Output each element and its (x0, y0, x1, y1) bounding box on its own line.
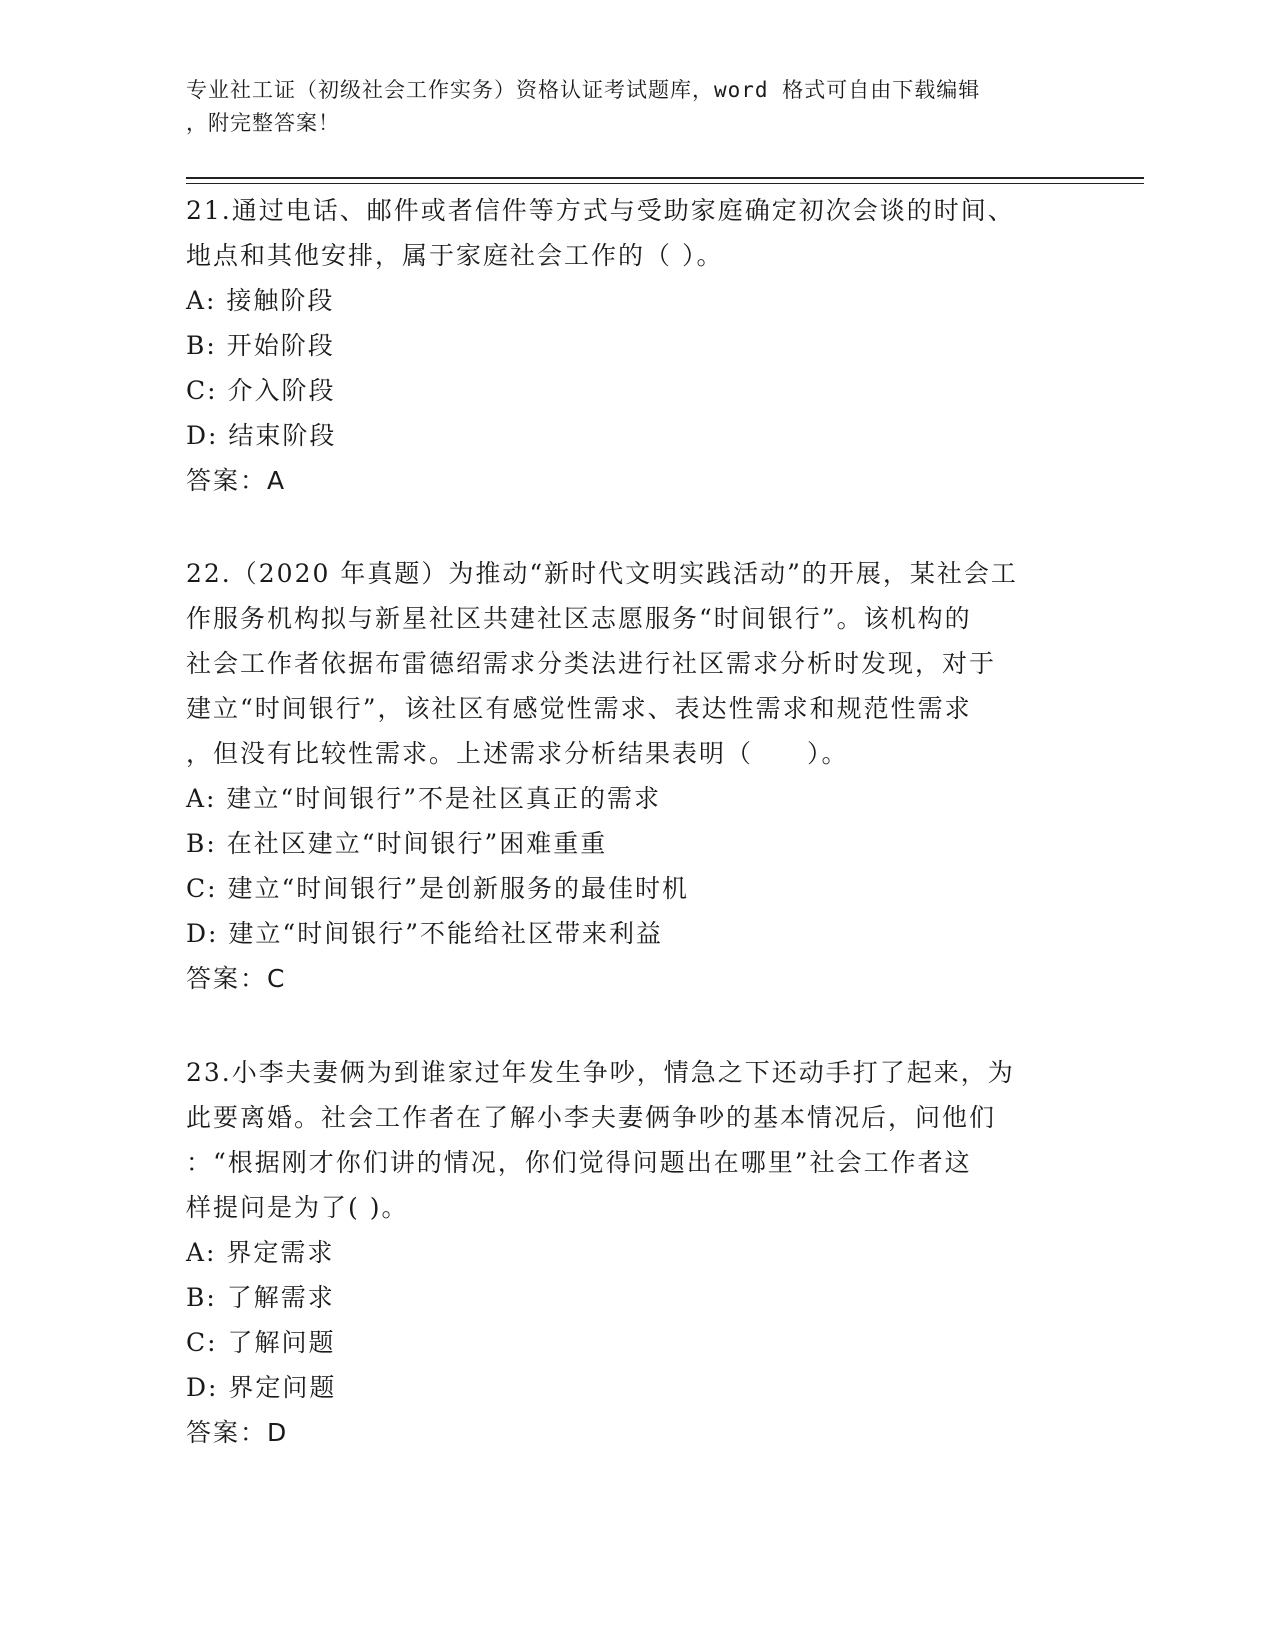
option-a: A: 接触阶段 (186, 286, 335, 315)
answer-line: 答案：D (186, 1418, 289, 1447)
option-c: C: 介入阶段 (186, 376, 336, 405)
question-text-line: 样提问是为了( )。 (186, 1193, 409, 1222)
option-b: B: 在社区建立“时间银行”困难重重 (186, 829, 608, 858)
question-text-line: 社会工作者依据布雷德绍需求分类法进行社区需求分析时发现，对于 (186, 649, 997, 678)
header-divider-thick (186, 177, 1144, 179)
question-text-line: ，但没有比较性需求。上述需求分析结果表明（ ）。 (186, 739, 849, 768)
option-a: A: 界定需求 (186, 1238, 335, 1267)
question-23 (186, 1050, 1086, 1455)
question-text-line: 22.（2020 年真题）为推动“新时代文明实践活动”的开展，某社会工 (186, 559, 1018, 588)
header-line-1: 专业社工证（初级社会工作实务）资格认证考试题库，word 格式可自由下载编辑 (186, 78, 981, 102)
question-text-line: 23.小李夫妻俩为到谁家过年发生争吵，情急之下还动手打了起来，为 (186, 1058, 1015, 1087)
header-line-2: ，附完整答案！ (186, 111, 340, 135)
question-text-line: 此要离婚。社会工作者在了解小李夫妻俩争吵的基本情况后，问他们 (186, 1103, 997, 1132)
option-b: B: 了解需求 (186, 1283, 335, 1312)
question-text-line: 建立“时间银行”，该社区有感觉性需求、表达性需求和规范性需求 (186, 694, 972, 723)
question-text-line: 21.通过电话、邮件或者信件等方式与受助家庭确定初次会谈的时间、 (186, 196, 1015, 225)
question-22 (186, 551, 1086, 1001)
question-text-line: 作服务机构拟与新星社区共建社区志愿服务“时间银行”。该机构的 (186, 604, 972, 633)
option-d: D: 结束阶段 (186, 421, 337, 450)
option-a: A: 建立“时间银行”不是社区真正的需求 (186, 784, 661, 813)
document-header (186, 74, 1066, 140)
option-c: C: 了解问题 (186, 1328, 336, 1357)
question-21 (186, 188, 1086, 503)
option-d: D: 界定问题 (186, 1373, 337, 1402)
answer-line: 答案：C (186, 964, 287, 993)
header-divider-thin (186, 183, 1144, 184)
option-b: B: 开始阶段 (186, 331, 335, 360)
question-text-line: 地点和其他安排，属于家庭社会工作的（ ）。 (186, 241, 724, 270)
answer-line: 答案：A (186, 466, 287, 495)
question-text-line: ：“根据刚才你们讲的情况，你们觉得问题出在哪里”社会工作者这 (186, 1148, 972, 1177)
option-d: D: 建立“时间银行”不能给社区带来利益 (186, 919, 663, 948)
option-c: C: 建立“时间银行”是创新服务的最佳时机 (186, 874, 690, 903)
